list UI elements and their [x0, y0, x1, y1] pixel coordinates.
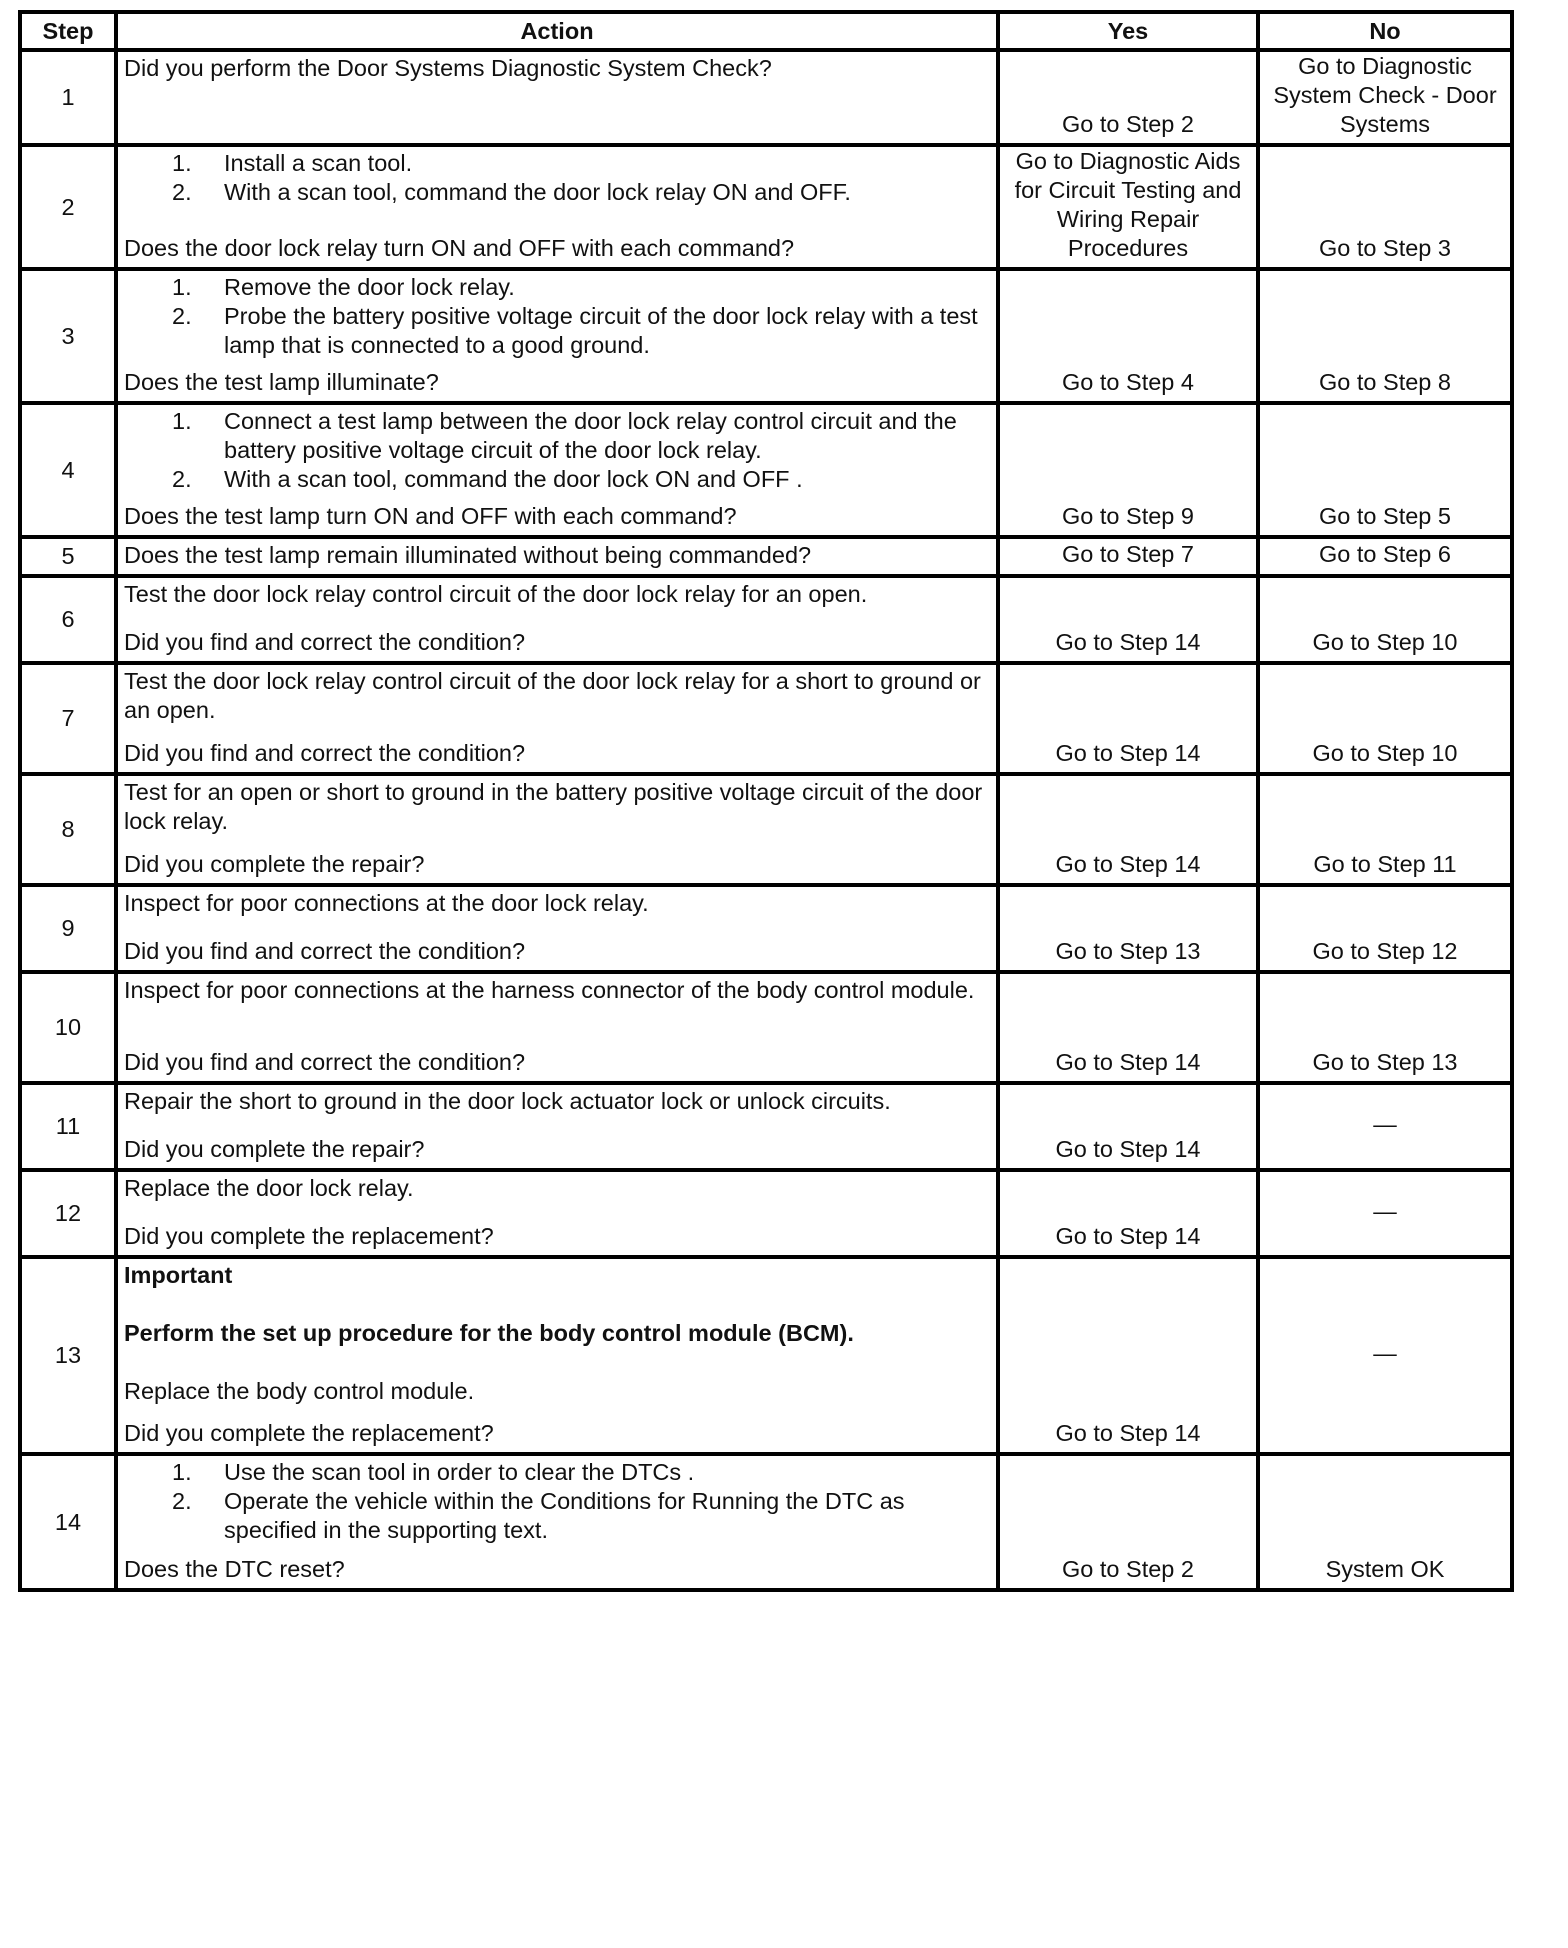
no-result: Go to Step 5: [1258, 403, 1512, 537]
action-content: [118, 147, 996, 267]
list-item: [124, 149, 990, 178]
question-text: Does the test lamp remain illuminated without being commanded?: [124, 542, 812, 568]
list-item-text: Probe the battery positive voltage circuit of the door lock relay with a test lamp that is connected to a good ground.: [224, 303, 978, 358]
list-item: [124, 465, 990, 494]
list-item-number: 1.: [172, 274, 192, 300]
step-number: 8: [20, 774, 116, 885]
list-item-number: 2.: [172, 303, 192, 329]
table-row: [20, 1170, 1512, 1257]
step-number: 7: [20, 663, 116, 774]
no-result: —: [1258, 1257, 1512, 1454]
action-cell: [116, 403, 998, 537]
list-item: [124, 407, 990, 465]
step-number: 9: [20, 885, 116, 972]
action-cell: [116, 576, 998, 663]
action-cell: [116, 537, 998, 576]
action-content: [118, 271, 996, 401]
action-instructions: [124, 667, 990, 725]
important-text: Perform the set up procedure for the body control module (BCM).: [124, 1320, 854, 1346]
no-result: Go to Diagnostic System Check - Door Systems: [1258, 50, 1512, 145]
yes-result: Go to Diagnostic Aids for Circuit Testing and Wiring Repair Procedures: [998, 145, 1258, 269]
instruction-text: Inspect for poor connections at the door lock relay.: [124, 890, 649, 916]
list-item-number: 2.: [172, 466, 192, 492]
action-content: [118, 1172, 996, 1255]
list-item-number: 1.: [172, 150, 192, 176]
action-content: [118, 665, 996, 772]
instruction-text: Repair the short to ground in the door lock actuator lock or unlock circuits.: [124, 1088, 891, 1114]
no-result: Go to Step 10: [1258, 576, 1512, 663]
list-item-text: Connect a test lamp between the door lock relay control circuit and the battery positive voltage circuit of the door lock relay.: [224, 408, 957, 463]
list-item-text: With a scan tool, command the door lock relay ON and OFF.: [224, 179, 851, 205]
action-content: [118, 539, 996, 574]
question-text: Does the test lamp turn ON and OFF with each command?: [124, 503, 737, 529]
table-row: [20, 50, 1512, 145]
action-instructions: [124, 273, 990, 360]
header-row: [20, 12, 1512, 50]
no-result: Go to Step 10: [1258, 663, 1512, 774]
question-text: Did you complete the replacement?: [124, 1420, 494, 1446]
yes-result: Go to Step 4: [998, 269, 1258, 403]
yes-result: Go to Step 14: [998, 663, 1258, 774]
no-result: Go to Step 3: [1258, 145, 1512, 269]
question-text: Does the test lamp illuminate?: [124, 369, 439, 395]
step-number: 10: [20, 972, 116, 1083]
no-result: Go to Step 11: [1258, 774, 1512, 885]
instruction-list: [124, 149, 990, 207]
action-content: [118, 776, 996, 883]
list-item-text: Install a scan tool.: [224, 150, 413, 176]
list-item: [124, 1487, 990, 1545]
list-item: [124, 178, 990, 207]
action-cell: [116, 1170, 998, 1257]
instruction-text: Replace the body control module.: [124, 1378, 475, 1404]
instruction-text: Test for an open or short to ground in the battery positive voltage circuit of the door lock relay.: [124, 779, 983, 834]
action-cell: [116, 1257, 998, 1454]
header-yes: Yes: [998, 12, 1258, 50]
yes-result: Go to Step 14: [998, 1083, 1258, 1170]
action-cell: [116, 972, 998, 1083]
question-text: Did you find and correct the condition?: [124, 1049, 526, 1075]
action-cell: [116, 1083, 998, 1170]
no-result: —: [1258, 1170, 1512, 1257]
action-instructions: [124, 1087, 990, 1116]
no-result: Go to Step 8: [1258, 269, 1512, 403]
action-cell: [116, 50, 998, 145]
list-item-text: Remove the door lock relay.: [224, 274, 515, 300]
question-text: Did you find and correct the condition?: [124, 740, 526, 766]
action-content: [118, 1085, 996, 1168]
yes-result: Go to Step 14: [998, 1257, 1258, 1454]
yes-result: Go to Step 14: [998, 774, 1258, 885]
action-instructions: [124, 149, 990, 207]
step-number: 14: [20, 1454, 116, 1590]
yes-result: Go to Step 2: [998, 50, 1258, 145]
instruction-list: [124, 407, 990, 494]
question-text: Does the DTC reset?: [124, 1556, 345, 1582]
important-label: Important: [124, 1262, 233, 1288]
table-row: [20, 576, 1512, 663]
no-result: Go to Step 6: [1258, 537, 1512, 576]
step-number: 1: [20, 50, 116, 145]
action-content: [118, 1456, 996, 1588]
yes-result: Go to Step 2: [998, 1454, 1258, 1590]
action-instructions: [124, 580, 990, 609]
action-instructions: [124, 778, 990, 836]
header-step: Step: [20, 12, 116, 50]
table-row: [20, 1257, 1512, 1454]
question-text: Did you find and correct the condition?: [124, 938, 526, 964]
list-item: [124, 1458, 990, 1487]
question-text: Did you complete the repair?: [124, 851, 425, 877]
table-row: [20, 1454, 1512, 1590]
table-row: [20, 885, 1512, 972]
list-item-number: 2.: [172, 179, 192, 205]
action-cell: [116, 269, 998, 403]
table-row: [20, 972, 1512, 1083]
table-row: [20, 537, 1512, 576]
list-item-text: With a scan tool, command the door lock ON and OFF .: [224, 466, 803, 492]
table-row: [20, 1083, 1512, 1170]
list-item-text: Use the scan tool in order to clear the DTCs .: [224, 1459, 695, 1485]
step-number: 2: [20, 145, 116, 269]
instruction-list: [124, 1458, 990, 1545]
list-item: [124, 302, 990, 360]
diagnostic-table: [18, 10, 1514, 1592]
yes-result: Go to Step 14: [998, 1170, 1258, 1257]
question-text: Did you find and correct the condition?: [124, 629, 526, 655]
action-instructions: [124, 889, 990, 918]
yes-result: Go to Step 7: [998, 537, 1258, 576]
table-row: [20, 663, 1512, 774]
no-result: System OK: [1258, 1454, 1512, 1590]
step-number: 11: [20, 1083, 116, 1170]
header-no: No: [1258, 12, 1512, 50]
action-cell: [116, 663, 998, 774]
table-row: [20, 145, 1512, 269]
instruction-text: Test the door lock relay control circuit of the door lock relay for an open.: [124, 581, 868, 607]
action-cell: [116, 885, 998, 972]
action-content: [118, 1259, 996, 1452]
diagnostic-table-sheet: [18, 10, 1510, 1592]
step-number: 3: [20, 269, 116, 403]
yes-result: Go to Step 14: [998, 972, 1258, 1083]
instruction-list: [124, 273, 990, 360]
action-content: [118, 405, 996, 535]
step-number: 4: [20, 403, 116, 537]
step-number: 13: [20, 1257, 116, 1454]
yes-result: Go to Step 14: [998, 576, 1258, 663]
table-row: [20, 269, 1512, 403]
list-item-text: Operate the vehicle within the Conditions for Running the DTC as specified in the supporting text.: [224, 1488, 905, 1543]
step-number: 12: [20, 1170, 116, 1257]
question-text: Does the door lock relay turn ON and OFF with each command?: [124, 235, 795, 261]
list-item-number: 2.: [172, 1488, 192, 1514]
action-instructions: [124, 976, 990, 1005]
no-result: Go to Step 13: [1258, 972, 1512, 1083]
list-item-number: 1.: [172, 408, 192, 434]
instruction-text: Replace the door lock relay.: [124, 1175, 414, 1201]
step-number: 5: [20, 537, 116, 576]
action-instructions: [124, 1174, 990, 1203]
action-cell: [116, 774, 998, 885]
action-content: [118, 52, 996, 143]
action-content: [118, 578, 996, 661]
action-content: [118, 887, 996, 970]
no-result: —: [1258, 1083, 1512, 1170]
yes-result: Go to Step 13: [998, 885, 1258, 972]
action-cell: [116, 145, 998, 269]
action-instructions: [124, 407, 990, 494]
question-text: Did you complete the repair?: [124, 1136, 425, 1162]
question-text: Did you perform the Door Systems Diagnostic System Check?: [124, 55, 772, 81]
step-number: 6: [20, 576, 116, 663]
instruction-text: Test the door lock relay control circuit of the door lock relay for a short to ground or an open.: [124, 668, 981, 723]
list-item-number: 1.: [172, 1459, 192, 1485]
action-content: [118, 974, 996, 1081]
action-instructions: [124, 1458, 990, 1545]
question-text: Did you complete the replacement?: [124, 1223, 494, 1249]
no-result: Go to Step 12: [1258, 885, 1512, 972]
action-cell: [116, 1454, 998, 1590]
header-action: Action: [116, 12, 998, 50]
action-instructions: [124, 1261, 990, 1406]
instruction-text: Inspect for poor connections at the harness connector of the body control module.: [124, 977, 975, 1003]
table-row: [20, 774, 1512, 885]
table-row: [20, 403, 1512, 537]
list-item: [124, 273, 990, 302]
yes-result: Go to Step 9: [998, 403, 1258, 537]
